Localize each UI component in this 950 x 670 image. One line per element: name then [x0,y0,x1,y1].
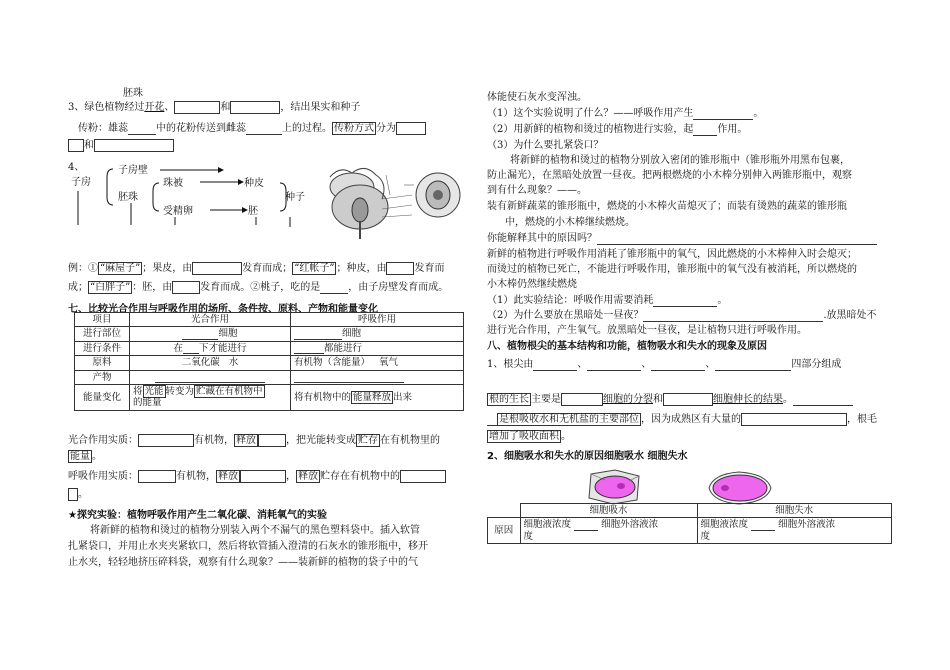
table-row: 原料 二氧化碳 水 有机物（含能量） 氧气 [75,356,464,370]
root-absorb-line: 是根吸收水和无机盐的主要部位 ，因为成熟区有大量的 ，根毛 [487,413,877,426]
root-tip-line: 1、根尖由 、 、 、 四部分组成 [487,359,842,370]
table-header-row: 细胞吸水 细胞失水 [488,504,892,518]
blank-box[interactable] [192,262,242,275]
table-header-row: 项目 光合作用 呼吸作用 [75,313,464,327]
section-8-heading: 八、植物根尖的基本结构和功能，植物吸水和失水的现象及原因 [487,341,767,352]
blank-line[interactable] [487,425,497,426]
pollination-method-text: 传粉方式 [334,123,374,134]
fertilized-egg-label: 受精卵 [163,206,193,217]
right-line-13: （1）此实验结论：呼吸作用需要消耗 。 [487,295,728,306]
blank-box[interactable] [400,470,446,483]
absorbing-cell-icon [585,468,645,506]
blank-box[interactable] [138,434,194,447]
right-line-11: 而烫过的植物已死亡，不能进行呼吸作用，锥形瓶中的氧气没有被消耗，所以燃烧的 [487,264,857,275]
blank-line[interactable] [751,530,775,531]
embryo-label: 胚 [248,206,258,217]
example-line-2: 成； “白胖子” ：胚，由 发育而成。②桃子，吃的是 ，由子房壁发育而成。 [68,282,449,293]
blank-line[interactable] [793,405,853,406]
blank-box[interactable] [396,122,426,135]
blank-line[interactable] [294,382,404,383]
right-line-3: （3）为什么要扎紧袋口？ [487,140,604,151]
right-line-10: 新鲜的植物进行呼吸作用消耗了锥形瓶中的氧气，因此燃烧的小木棒伸入时会熄灭； [487,249,857,260]
pollination-line: 传粉：雄蕊 中的花粉传送到雌蕊 上的过程。 传粉方式 分为 [78,122,426,135]
table-row: 原因 细胞液浓度 细胞外溶液浓 度 细胞液浓度 细胞外溶液浓 度 [488,518,892,544]
table-row: 能量变化 将 光能 转变为 贮藏在有机物中 的能量 将有机物中的 能量释放 出来 [75,384,464,410]
red-curtain-text: “红帐子” [294,263,335,274]
blank-line[interactable] [155,382,265,383]
q4-label: 4、 [68,162,85,173]
blank-box[interactable] [258,434,286,447]
ovary-label: 子房 [71,177,91,188]
photosynthesis-essence-2: 能量 。 [70,451,102,462]
blank-box[interactable] [741,413,847,426]
right-line-2: （2）用新鲜的植物和烫过的植物进行实验，起 作用。 [487,124,748,135]
blank-box[interactable] [561,393,603,406]
right-line-4: 将新鲜的植物和烫过的植物分别放入密闭的锥形瓶中（锥形瓶外用黑布包裹， [510,155,850,166]
right-line-6: 到有什么现象？——。 [487,185,587,196]
explore-line-2: 扎紧袋口，并用止水夹夹紧软口，然后将软管插入澄清的石灰水的锥形瓶中，移开 [68,541,428,552]
photosynthesis-essence: 光合作用实质： 有机物， 释放 ，把光能转变成 贮存 在有机物里的 [68,435,440,446]
peel-label: 种皮 [244,178,264,189]
losing-water-cell-icon [705,468,775,508]
hemp-house-text: “麻屋子” [100,263,141,274]
blank-box[interactable] [174,101,220,114]
right-line-12: 小木棒仍然继续燃烧 [487,279,577,290]
respiration-essence: 呼吸作用实质： 有机物， 释放 ， 释放 贮存在有机物中的 [68,470,446,483]
blank-line[interactable] [715,370,791,371]
blank-line[interactable] [182,339,218,340]
blank-line[interactable] [643,321,823,322]
blank-box[interactable] [94,139,174,152]
blank-line[interactable] [597,244,877,245]
table-row: 进行条件 在 下才能进行 都能进行 [75,341,464,355]
white-fat-text: “白胖子” [90,282,131,293]
blank-line[interactable] [574,530,598,531]
explore-heading: ★探究实验：植物呼吸作用产生二氧化碳、消耗氧气的实验 [68,510,327,521]
blank-line[interactable] [587,370,641,371]
q3-line: 3、绿色植物经过开花、 和 ，结出果实和种子 [68,102,361,113]
blank-box[interactable] [230,101,280,114]
blank-line[interactable] [651,370,705,371]
right-line-9: 你能解释其中的原因吗？ [487,233,877,245]
right-line-14: （2）为什么要放在黑暗处一昼夜？ .放黑暗处不 [487,310,877,321]
blank-line[interactable] [246,134,282,135]
root-growth-line: 根的生长 主要是 细胞的分裂和 细胞伸长的结果。 [487,393,853,406]
blank-line[interactable] [128,134,156,135]
blank-line[interactable] [320,293,348,294]
flowering-text: 开花 [144,102,165,113]
comparison-table [74,312,464,411]
right-line-7: 装有新鲜蔬菜的锥形瓶中，燃烧的小木棒火苗熄灭了；而装有烫熟的蔬菜的锥形瓶 [487,201,847,212]
explore-line-3: 止水夹，轻轻地挤压碎料袋，观察有什么现象？——装新鲜的植物的袋子中的气 [68,557,418,568]
right-line-5: 防止漏光），在黑暗处放置一昼夜。把两根燃烧的小木棒分别伸入两锥形瓶中，观察 [487,170,852,181]
blank-line[interactable] [693,119,753,120]
respiration-essence-2: 。 [68,488,88,501]
blank-line[interactable] [533,370,577,371]
example-line-1: 例：① “麻屋子” ；果皮，由 发育而成； “红帐子” ；种皮，由 发育而 [68,263,445,274]
fruit-development-diagram [60,155,480,245]
seed-label: 种子 [285,192,305,203]
pollination-line-2: 和 [68,139,174,152]
right-line-15: 进行光合作用，产生氧气。放黑暗处一昼夜，是让植物只进行呼吸作用。 [487,325,807,336]
blank-line[interactable] [693,135,717,136]
ovule-label: 胚珠 [118,192,138,203]
blank-box[interactable] [663,393,713,406]
section-2-heading: 2、细胞吸水和失水的原因细胞吸水 细胞失水 [487,451,688,462]
blank-box[interactable] [172,281,200,294]
integument-label: 珠被 [163,178,183,189]
right-line-0: 体能使石灰水变浑浊。 [487,92,587,103]
ovary-wall-label: 子房壁 [118,165,148,176]
blank-line[interactable] [653,306,717,307]
root-area-line: 增加了吸收面积 。 [489,431,571,442]
right-line-8: 中，燃烧的小木棒继续燃烧。 [505,217,635,228]
table-row: 进行部位 细胞 细胞 [75,327,464,341]
right-line-1: （1）这个实验说明了什么？——呼吸作用产生 。 [487,108,764,119]
cell-water-table [487,503,892,544]
blank-box[interactable] [68,488,78,501]
flower-illustration [330,168,460,239]
blank-line[interactable] [294,339,342,340]
blank-box[interactable] [240,470,286,483]
blank-line[interactable] [183,353,199,354]
section-7-heading: 七、比较光合作用与呼吸作用的场所、条件按、原料、产物和能量变化 [68,304,378,315]
blank-box[interactable] [138,470,176,483]
blank-box[interactable] [68,139,84,152]
table-row: 产物 [75,370,464,384]
blank-line[interactable] [294,353,324,354]
ovule-label-top: 胚珠 [123,88,143,99]
explore-line-1: 将新鲜的植物和烫过的植物分别装入两个不漏气的黑色塑料袋中。插入软管 [90,525,420,536]
blank-box[interactable] [386,262,414,275]
